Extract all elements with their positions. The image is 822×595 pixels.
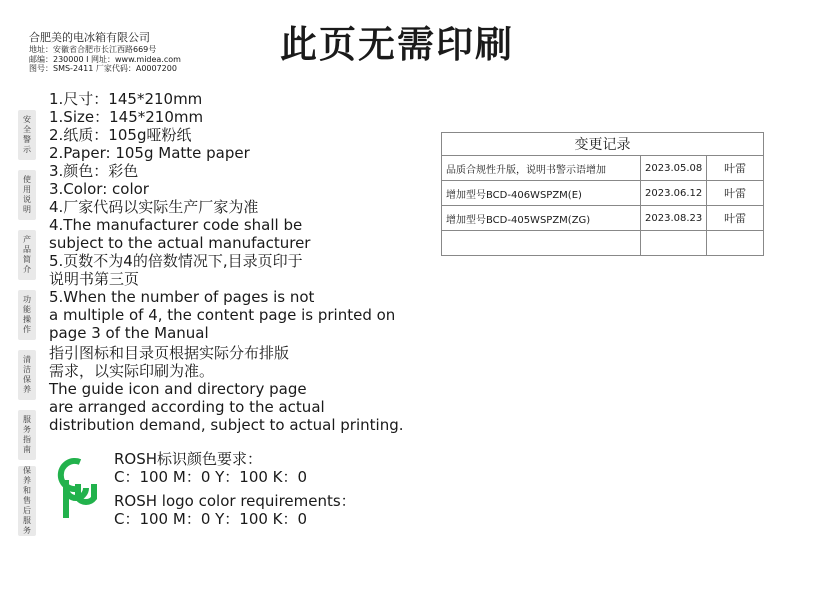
change-desc: 品质合规性升版，说明书警示语增加 [442,156,641,181]
table-row [442,181,764,206]
change-date: 2023.06.12 [641,181,707,206]
company-address: 地址：安徽省合肥市长江西路669号 [29,45,157,54]
rosh-requirements [114,450,356,528]
change-date: 2023.05.08 [641,156,707,181]
change-desc: 增加型号BCD-405WSPZM(ZG) [442,206,641,231]
change-log-title: 变更记录 [442,133,764,156]
guide-line: distribution demand, subject to actual printing. [49,416,404,434]
spec-line: 4.The manufacturer code shall be [49,216,303,234]
spec-line: 4.厂家代码以实际生产厂家为准 [49,198,259,216]
company-drawing-number: 图号：SMS-2411 厂家代码：A0007200 [29,64,177,74]
spec-line: 5.页数不为4的倍数情况下,目录页印于 [49,252,303,270]
spec-line: 1.尺寸：145*210mm [49,90,203,108]
sidebar-tab-usage: 使用说明 [18,170,36,220]
change-log-table [441,132,764,256]
rosh-logo-icon [48,452,104,524]
sidebar-tab-intro: 产品简介 [18,230,36,280]
company-name: 合肥美的电冰箱有限公司 [29,31,150,44]
spec-line: subject to the actual manufacturer [49,234,311,252]
spec-line: a multiple of 4, the content page is printed on [49,306,396,324]
change-desc: 增加型号BCD-406WSPZM(E) [442,181,641,206]
change-date: 2023.08.23 [641,206,707,231]
change-author: 叶雷 [707,206,764,231]
guide-line: are arranged according to the actual [49,398,325,416]
table-row [442,206,764,231]
page-title: 此页无需印刷 [280,23,514,66]
spec-line: 2.Paper: 105g Matte paper [49,144,250,162]
sidebar-tab-service: 服务指南 [18,410,36,460]
change-author: 叶雷 [707,181,764,206]
change-desc [442,231,641,256]
sidebar-tab-maintenance: 保养和售后服务 [18,466,36,536]
spec-line: 3.Color: color [49,180,149,198]
rosh-en-values: C：100 M：0 Y：100 K：0 [114,510,308,528]
table-row [442,156,764,181]
change-date [641,231,707,256]
rosh-cn-label: ROSH标识颜色要求： [114,450,263,468]
spec-line: 2.纸质：105g哑粉纸 [49,126,192,144]
spec-line: 5.When the number of pages is not [49,288,315,306]
spec-line: page 3 of the Manual [49,324,209,342]
change-author [707,231,764,256]
sidebar-tab-cleaning: 清洁保养 [18,350,36,400]
spec-line: 3.颜色：彩色 [49,162,139,180]
company-postcode: 邮编：230000 I 网址：www.midea.com [29,54,181,64]
change-author: 叶雷 [707,156,764,181]
table-row [442,231,764,256]
rosh-en-label: ROSH logo color requirements： [114,492,356,510]
spec-line: 说明书第三页 [49,270,140,288]
sidebar-tab-operation: 功能操作 [18,290,36,340]
spec-line: 1.Size：145*210mm [49,108,204,126]
guide-line: 指引图标和目录页根据实际分布排版 [49,344,290,362]
guide-line: 需求，以实际印刷为准。 [49,362,215,380]
sidebar-tab-safety: 安全警示 [18,110,36,160]
print-specs [49,90,404,434]
rosh-cn-values: C：100 M：0 Y：100 K：0 [114,468,308,486]
guide-line: The guide icon and directory page [49,380,307,398]
company-info [29,31,181,74]
